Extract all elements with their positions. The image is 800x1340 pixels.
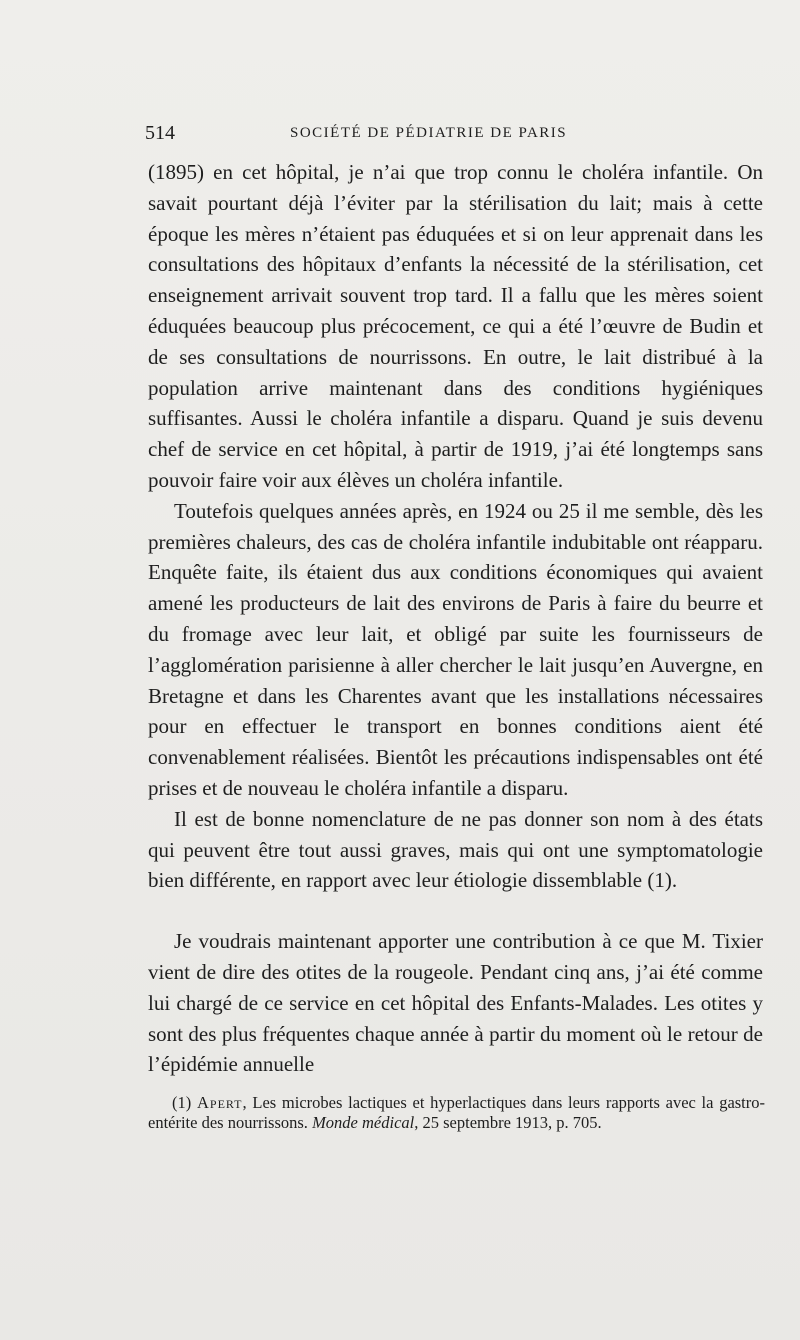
- footnote-tail: , 25 septembre 1913, p. 705.: [414, 1112, 602, 1132]
- footnote: [148, 1093, 765, 1132]
- footnote-marker: (1): [172, 1093, 192, 1112]
- paragraph: Toutefois quelques années après, en 1924 ou 25 il me semble, dès les premières chaleurs, des cas de choléra infantile indubitable ont réapparu. Enquête faite, ils étaient dus aux conditions économiques qui avaient amené les producteurs de lait des environs de Paris à faire du beurre et du fromage avec leur lait, et obligé par suite les fournisseurs de l’agglomération parisienne à aller chercher le lait jusqu’en Auvergne, en Bretagne et dans les Charentes avant que les installations nécessaires pour en effectuer le transport en bonnes conditions aient été convenablement réalisées. Bientôt les précautions indispensables ont été prises et de nouveau le choléra infantile a disparu.: [148, 498, 763, 800]
- paragraph: Je voudrais maintenant apporter une contribution à ce que M. Tixier vient de dire des otites de la rougeole. Pendant cinq ans, j’ai été comme lui chargé de ce service en cet hôpital des Enfants-Malades. Les otites y sont des plus fréquentes chaque année à partir du moment où le retour de l’épidémie annuelle: [148, 929, 763, 1077]
- paragraph: (1895) en cet hôpital, je n’ai que trop connu le choléra infantile. On savait pourtant déjà l’éviter par la stérilisation du lait; mais à cette époque les mères n’étaient pas éduquées et si on leur apprenait dans les consultations des hôpitaux d’enfants la nécessité de la stérilisation, cet enseignement arrivait souvent trop tard. Il a fallu que les mères soient éduquées beaucoup plus précocement, ce qui a été l’œuvre de Budin et de ses consultations de nourrissons. En outre, le lait distribué à la population arrive maintenant dans des conditions hygiéniques suffisantes. Aussi le choléra infantile a disparu. Quand je suis devenu chef de service en cet hôpital, à partir de 1919, j’ai été longtemps sans pouvoir faire voir aux élèves un choléra infantile.: [148, 160, 763, 492]
- footnote-journal: Monde médical: [312, 1112, 415, 1132]
- body-text: [148, 157, 763, 1080]
- page-number: 514: [145, 122, 175, 144]
- page-header: [145, 122, 765, 148]
- footnote-author: Apert: [196, 1093, 243, 1112]
- paragraph: Il est de bonne nomenclature de ne pas donner son nom à des états qui peuvent être tout aussi graves, mais qui ont une symptomatologie bien différente, en rapport avec leur étiologie dissemblable (1).: [148, 806, 763, 893]
- running-title: SOCIÉTÉ DE PÉDIATRIE DE PARIS: [290, 125, 568, 141]
- footnote-text: , Les microbes lactiques et hyperlactiques dans leurs rapports avec la gastro-entérite des nourrissons.: [148, 1093, 766, 1132]
- footnote-paragraph: [148, 1093, 765, 1132]
